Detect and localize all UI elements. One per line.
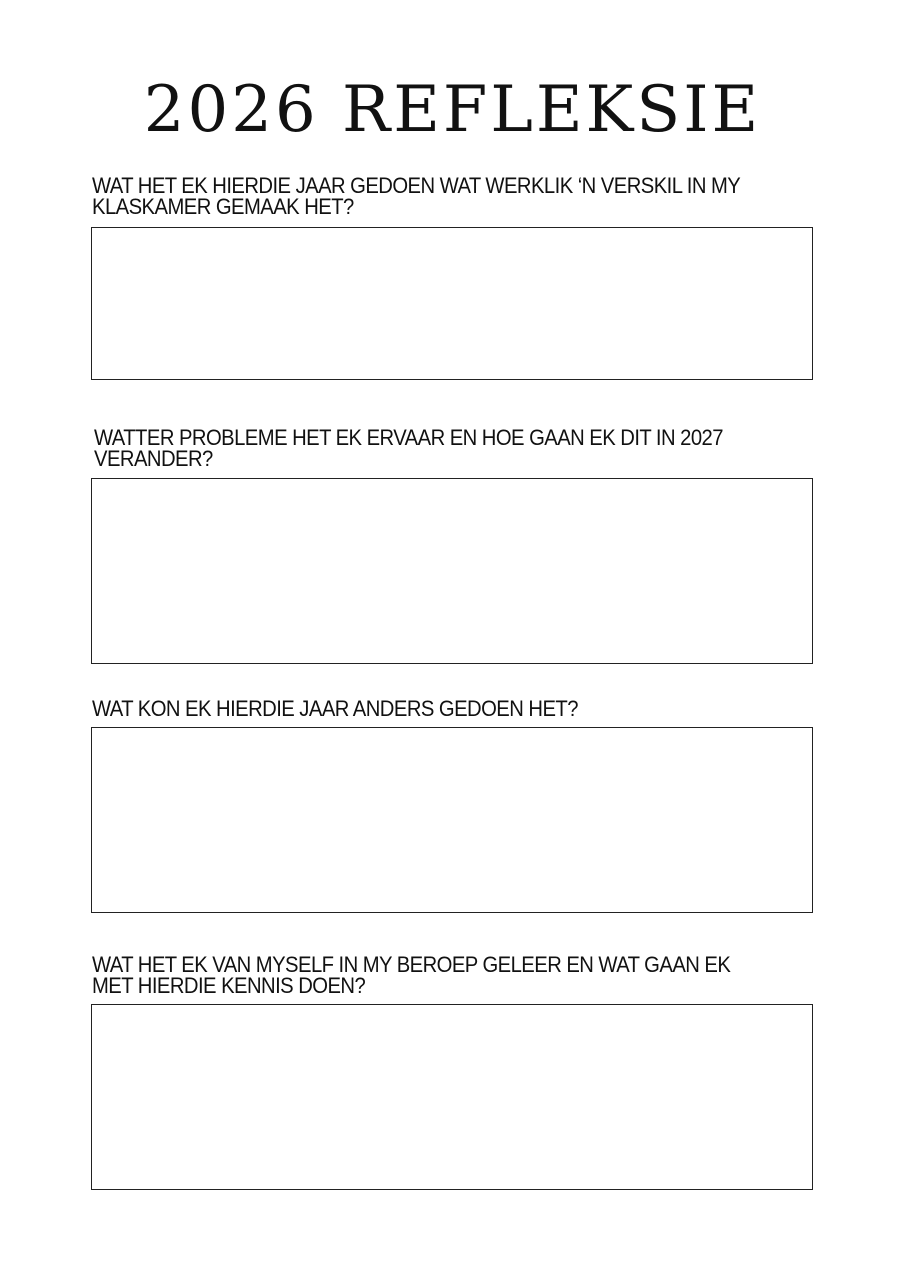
answer-box-4[interactable]: [91, 1004, 813, 1190]
answer-box-1[interactable]: [91, 227, 813, 380]
question-3-label: WAT KON EK HIERDIE JAAR ANDERS GEDOEN HET?: [92, 696, 578, 721]
question-2-label: WATTER PROBLEME HET EK ERVAAR EN HOE GAAN EK DIT IN 2027 VERANDER?: [94, 425, 723, 471]
answer-box-2[interactable]: [91, 478, 813, 664]
page-title: 2026 REFLEKSIE: [143, 73, 762, 147]
question-1-label: WAT HET EK HIERDIE JAAR GEDOEN WAT WERKLIK ‘N VERSKIL IN MY KLASKAMER GEMAAK HET?: [92, 173, 740, 219]
question-4-label: WAT HET EK VAN MYSELF IN MY BEROEP GELEER EN WAT GAAN EK MET HIERDIE KENNIS DOEN?: [92, 952, 731, 998]
answer-box-3[interactable]: [91, 727, 813, 913]
